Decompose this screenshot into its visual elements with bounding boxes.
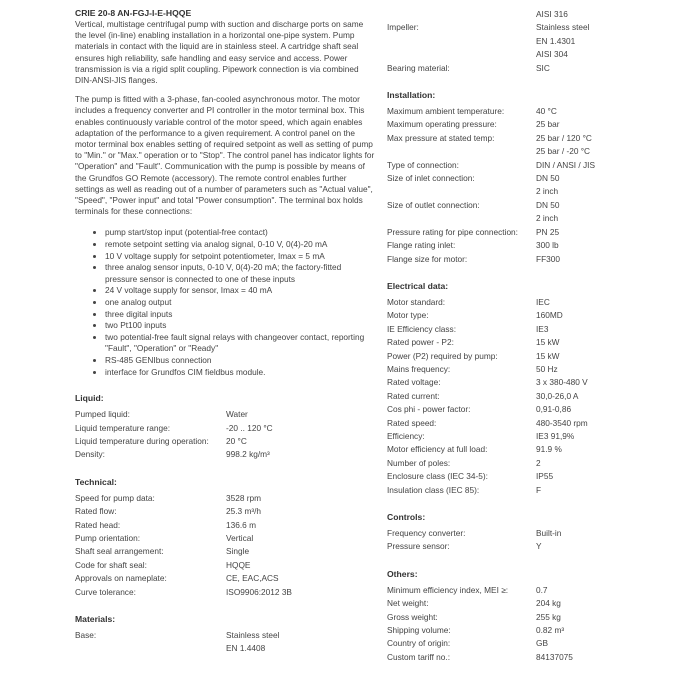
electrical-row <box>387 363 687 376</box>
technical-row <box>75 545 375 558</box>
installation-row <box>387 239 687 252</box>
spec-label: Curve tolerance: <box>75 586 136 597</box>
spec-value: 998.2 kg/m³ <box>226 449 270 460</box>
spec-label: Rated current: <box>387 390 440 401</box>
spec-value: 25 bar / -20 °C <box>536 146 591 157</box>
spec-value: 204 kg <box>536 598 561 609</box>
spec-value: 20 °C <box>226 435 247 446</box>
connection-bullet-item: • 24 V voltage supply for sensor, Imax = 40 mA <box>105 285 375 297</box>
spec-values <box>226 545 375 558</box>
spec-label: Motor efficiency at full load: <box>387 444 488 455</box>
spec-label: Custom tariff no.: <box>387 651 451 662</box>
spec-value: 480-3540 rpm <box>536 417 588 428</box>
spec-values <box>226 422 375 435</box>
liquid-row <box>75 448 375 461</box>
spec-value: FF300 <box>536 253 560 264</box>
electrical-row <box>387 403 687 416</box>
installation-row <box>387 226 687 239</box>
spec-value: EN 1.4408 <box>226 643 266 654</box>
spec-label <box>387 8 536 21</box>
spec-value: GB <box>536 638 548 649</box>
spec-values <box>226 435 375 448</box>
spec-label: Type of connection: <box>387 159 459 170</box>
spec-value: IP55 <box>536 471 554 482</box>
spec-label: Efficiency: <box>387 430 425 441</box>
spec-values <box>536 390 687 403</box>
spec-value: 30,0-26,0 A <box>536 390 579 401</box>
spec-values <box>536 457 687 470</box>
spec-label: Code for shaft seal: <box>75 559 147 570</box>
spec-values <box>536 363 687 376</box>
section-title: Controls: <box>387 512 426 522</box>
spec-values <box>536 651 687 664</box>
spec-label: Number of poles: <box>387 457 451 468</box>
section-title: Materials: <box>75 614 116 625</box>
spec-label: Motor standard: <box>387 296 446 307</box>
connection-bullet-item: • two potential-free fault signal relays with changeover contact, reporting "Fault", "Operation" or "Ready" <box>105 332 375 355</box>
spec-value: PN 25 <box>536 226 560 237</box>
controls-row <box>387 527 687 540</box>
electrical-row <box>387 296 687 309</box>
spec-label: Pressure sensor: <box>387 541 450 552</box>
others-section <box>387 569 687 664</box>
spec-label: Density: <box>75 449 105 460</box>
spec-label: Flange size for motor: <box>387 253 468 264</box>
spec-values <box>226 492 375 505</box>
spec-label: Pressure rating for pipe connection: <box>387 226 518 237</box>
spec-values <box>536 172 687 199</box>
electrical-row <box>387 484 687 497</box>
electrical-row <box>387 376 687 389</box>
spec-values <box>536 430 687 443</box>
controls-row <box>387 540 687 553</box>
description-paragraph: Vertical, multistage centrifugal pump with suction and discharge ports on same the level (in-line) enabling installation in a horizontal one-pipe system. Pump materials in contact with the liquid are in stainless steel. A cartridge shaft seal ensures high reliability, safe handling and easy service and access. Power transmission is via a rigid split coupling. Pipework connection is via combined DIN-ANSI-JIS flanges. <box>75 19 364 86</box>
spec-values <box>536 540 687 553</box>
spec-value: SIC <box>536 62 550 73</box>
spec-label: Power (P2) required by pump: <box>387 350 498 361</box>
installation-section <box>387 90 687 266</box>
spec-values <box>536 132 687 159</box>
spec-value: CE, EAC,ACS <box>226 573 279 584</box>
spec-value: 40 °C <box>536 106 557 117</box>
connection-terminal-list <box>75 227 375 378</box>
spec-label: Rated flow: <box>75 506 117 517</box>
others-row <box>387 611 687 624</box>
electrical-row <box>387 457 687 470</box>
spec-label: Motor type: <box>387 310 429 321</box>
spec-value: Water <box>226 409 248 420</box>
section-title: Electrical data: <box>387 280 449 291</box>
product-title: CRIE 20-8 AN-FGJ-I-E-HQQE <box>75 8 192 18</box>
controls-section <box>387 512 687 554</box>
spec-label: Shipping volume: <box>387 625 451 636</box>
spec-label: Maximum ambient temperature: <box>387 106 505 117</box>
spec-values <box>536 159 687 172</box>
technical-row <box>75 492 375 505</box>
spec-value: 15 kW <box>536 350 560 361</box>
spec-value: 91.9 % <box>536 444 562 455</box>
others-row <box>387 597 687 610</box>
technical-row <box>75 519 375 532</box>
spec-values <box>226 519 375 532</box>
spec-value: DN 50 <box>536 173 560 184</box>
spec-values <box>536 8 687 21</box>
installation-row <box>387 118 687 131</box>
spec-values <box>536 624 687 637</box>
technical-row <box>75 505 375 518</box>
spec-value: Stainless steel <box>536 22 590 33</box>
spec-values <box>536 611 687 624</box>
spec-label: Insulation class (IEC 85): <box>387 484 480 495</box>
spec-values <box>536 527 687 540</box>
spec-label: Frequency converter: <box>387 528 466 538</box>
spec-values <box>536 239 687 252</box>
materials-row <box>75 629 375 656</box>
spec-label: IE Efficiency class: <box>387 323 457 334</box>
spec-value: Stainless steel <box>226 630 280 641</box>
spec-values <box>536 376 687 389</box>
spec-values <box>536 323 687 336</box>
spec-label: Bearing material: <box>387 62 450 73</box>
spec-value: ISO9906:2012 3B <box>226 586 292 597</box>
electrical-row <box>387 350 687 363</box>
connection-bullet-item: • RS-485 GENIbus connection <box>105 355 375 367</box>
spec-values <box>536 21 687 61</box>
spec-label: Impeller: <box>387 22 419 33</box>
electrical-row <box>387 430 687 443</box>
spec-values <box>536 62 687 75</box>
spec-label: Rated head: <box>75 519 121 530</box>
spec-value: 84137075 <box>536 651 573 662</box>
technical-row <box>75 586 375 599</box>
installation-row <box>387 199 687 226</box>
spec-label: Net weight: <box>387 598 429 609</box>
spec-label: Liquid temperature during operation: <box>75 435 209 446</box>
spec-values <box>536 597 687 610</box>
electrical-row <box>387 390 687 403</box>
spec-values <box>536 350 687 363</box>
spec-label: Approvals on nameplate: <box>75 573 167 584</box>
spec-value: 25.3 m³/h <box>226 506 262 517</box>
spec-value: DIN / ANSI / JIS <box>536 159 596 170</box>
spec-values <box>226 629 375 656</box>
technical-row <box>75 572 375 585</box>
spec-value: IEC <box>536 296 550 307</box>
others-row <box>387 624 687 637</box>
spec-label: Flange rating inlet: <box>387 240 456 251</box>
section-title: Technical: <box>75 476 117 487</box>
spec-value: 136.6 m <box>226 519 256 530</box>
spec-values <box>536 637 687 650</box>
section-title: Installation: <box>387 90 436 101</box>
spec-value: F <box>536 484 542 495</box>
spec-values <box>536 336 687 349</box>
spec-label: Liquid temperature range: <box>75 422 171 433</box>
right-column <box>387 8 687 664</box>
spec-value: EN 1.4301 <box>536 35 576 46</box>
materials-section <box>75 614 375 656</box>
technical-section <box>75 477 375 599</box>
spec-values <box>536 226 687 239</box>
spec-label: Pumped liquid: <box>75 409 130 420</box>
spec-label: Pump orientation: <box>75 533 141 544</box>
spec-label: Cos phi - power factor: <box>387 404 471 415</box>
spec-label: Rated power - P2: <box>387 337 454 348</box>
spec-value: 0,91-0,86 <box>536 404 572 415</box>
spec-label: Maximum operating pressure: <box>387 119 497 130</box>
electrical-row <box>387 336 687 349</box>
spec-values <box>226 448 375 461</box>
spec-value: 3 x 380-480 V <box>536 377 588 388</box>
spec-values <box>536 470 687 483</box>
section-title: Liquid: <box>75 393 104 404</box>
spec-value: AISI 304 <box>536 49 568 60</box>
technical-row <box>75 559 375 572</box>
spec-value: Single <box>226 546 250 557</box>
spec-values <box>536 403 687 416</box>
spec-value: 50 Hz <box>536 363 558 374</box>
electrical-row <box>387 417 687 430</box>
spec-value: DN 50 <box>536 199 560 210</box>
spec-values <box>536 296 687 309</box>
others-row <box>387 651 687 664</box>
spec-values <box>536 199 687 226</box>
spec-value: Vertical <box>226 533 254 544</box>
spec-label: Rated speed: <box>387 417 437 428</box>
spec-value: 2 <box>536 457 541 468</box>
spec-value: 0.7 <box>536 584 548 595</box>
spec-label: Enclosure class (IEC 34-5): <box>387 471 488 482</box>
spec-value: -20 .. 120 °C <box>226 422 273 433</box>
spec-value: 15 kW <box>536 337 560 348</box>
installation-row <box>387 159 687 172</box>
spec-values <box>226 559 375 572</box>
others-row <box>387 584 687 597</box>
liquid-row <box>75 422 375 435</box>
spec-values <box>536 118 687 131</box>
spec-value: 3528 rpm <box>226 492 262 503</box>
connection-bullet-item: • remote setpoint setting via analog signal, 0-10 V, 0(4)-20 mA <box>105 239 375 251</box>
connection-bullet-item: • three analog sensor inputs, 0-10 V, 0(4)-20 mA; the factory-fitted pressure sensor is connected to one of these inputs <box>105 262 375 285</box>
spec-values <box>536 584 687 597</box>
electrical-row <box>387 309 687 322</box>
spec-label: Gross weight: <box>387 611 438 622</box>
installation-row <box>387 132 687 159</box>
liquid-row <box>75 408 375 421</box>
electrical-section <box>387 281 687 497</box>
spec-label: Rated voltage: <box>387 377 441 388</box>
electrical-row <box>387 470 687 483</box>
materials-row <box>387 8 687 21</box>
spec-label: Mains frequency: <box>387 363 451 374</box>
spec-values <box>226 408 375 421</box>
technical-row <box>75 532 375 545</box>
installation-row <box>387 172 687 199</box>
spec-label: Shaft seal arrangement: <box>75 546 164 557</box>
connection-bullet-item: • 10 V voltage supply for setpoint potentiometer, Imax = 5 mA <box>105 251 375 263</box>
connection-bullet-item: • one analog output <box>105 297 375 309</box>
installation-row <box>387 253 687 266</box>
spec-values <box>536 253 687 266</box>
spec-value: HQQE <box>226 559 251 570</box>
spec-value: 160MD <box>536 310 563 321</box>
spec-value: 255 kg <box>536 611 561 622</box>
spec-label: Minimum efficiency index, MEI ≥: <box>387 584 509 595</box>
spec-values <box>536 484 687 497</box>
spec-values <box>226 505 375 518</box>
spec-value: 25 bar / 120 °C <box>536 132 592 143</box>
connection-bullet-item: • interface for Grundfos CIM fieldbus module. <box>105 367 375 379</box>
connection-bullet-item: • two Pt100 inputs <box>105 320 375 332</box>
spec-value: AISI 316 <box>536 9 568 19</box>
section-title: Others: <box>387 568 418 579</box>
installation-row <box>387 105 687 118</box>
spec-value: IE3 91,9% <box>536 430 575 441</box>
others-row <box>387 637 687 650</box>
spec-value: IE3 <box>536 323 549 334</box>
spec-label: Base: <box>75 630 97 641</box>
electrical-row <box>387 443 687 456</box>
description-paragraph: The pump is fitted with a 3-phase, fan-cooled asynchronous motor. The motor includes a frequency converter and PI controller in the motor terminal box. This enables continuously variable control of the motor speed, which again enables adaptation of the performance to a given requirement. A control panel on the motor terminal box enables setting of required setpoint as well as setting of pump to "Min." or "Max." operation or to "Stop". The control panel has indicator lights for "Operation" and "Fault". Communication with the pump is possible by means of the Grundfos GO Remote (accessory). The remote control enables further settings as well as reading out of a number of parameters such as "Actual value", "Speed", "Power input" and total "Power consumption". The terminal box holds terminals for these connections: <box>75 94 375 217</box>
spec-label: Size of inlet connection: <box>387 173 475 184</box>
left-column <box>75 8 375 656</box>
spec-label: Max pressure at stated temp: <box>387 132 495 143</box>
spec-label: Speed for pump data: <box>75 492 155 503</box>
spec-values <box>226 572 375 585</box>
spec-values <box>536 309 687 322</box>
spec-values <box>536 443 687 456</box>
spec-value: Built-in <box>536 528 562 538</box>
materials-row <box>387 21 687 61</box>
spec-value: 2 inch <box>536 186 559 197</box>
electrical-row <box>387 323 687 336</box>
spec-value: 0.82 m³ <box>536 625 565 636</box>
spec-value: 25 bar <box>536 119 560 130</box>
connection-bullet-item: • three digital inputs <box>105 309 375 321</box>
liquid-section <box>75 393 375 462</box>
spec-values <box>536 417 687 430</box>
connection-bullet-item: • pump start/stop input (potential-free contact) <box>105 227 375 239</box>
liquid-row <box>75 435 375 448</box>
spec-values <box>226 532 375 545</box>
spec-label: Country of origin: <box>387 638 451 649</box>
spec-values <box>536 105 687 118</box>
materials-continued <box>387 8 687 75</box>
spec-values <box>226 586 375 599</box>
spec-value: 2 inch <box>536 213 559 224</box>
materials-row <box>387 62 687 75</box>
spec-value: 300 lb <box>536 240 559 251</box>
spec-value: Y <box>536 541 542 552</box>
spec-label: Size of outlet connection: <box>387 199 480 210</box>
